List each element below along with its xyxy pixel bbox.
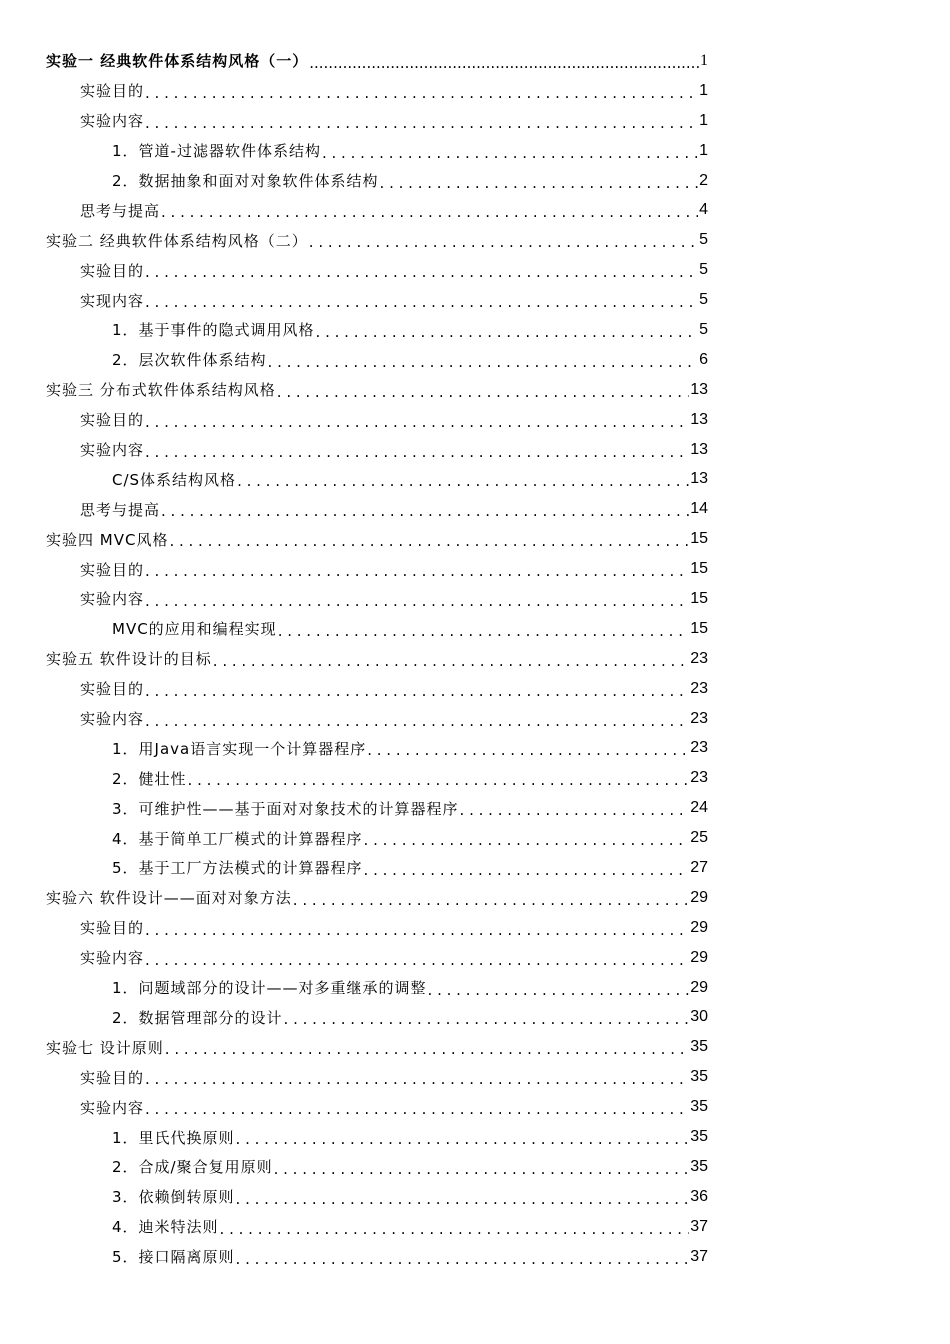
toc-page-number: 5 (699, 231, 708, 249)
toc-entry-title: C/S体系结构风格 (112, 470, 237, 489)
toc-entry[interactable] (112, 345, 708, 375)
toc-entry-title: 实验六 软件设计——面对对象方法 (46, 889, 292, 908)
toc-entry-title: 5．基于工厂方法模式的计算器程序 (112, 859, 363, 878)
toc-page-number: 1 (699, 111, 708, 129)
toc-dot-leader (161, 502, 689, 522)
toc-dot-leader (145, 293, 698, 313)
toc-dot-leader (293, 891, 689, 911)
toc-entry[interactable] (112, 973, 708, 1003)
toc-page-number: 37 (690, 1247, 708, 1265)
toc-entry[interactable] (112, 1152, 708, 1182)
toc-entry-title: 实验三 分布式软件体系结构风格 (46, 381, 276, 400)
toc-page-number: 4 (699, 201, 708, 219)
toc-entry[interactable] (46, 46, 708, 76)
toc-page-number: 5 (699, 261, 708, 279)
toc-dot-leader (169, 532, 689, 552)
toc-entry[interactable] (46, 375, 708, 405)
toc-entry-title: 1．用Java语言实现一个计算器程序 (112, 739, 367, 758)
toc-entry-title: 实验目的 (80, 560, 145, 579)
toc-dot-leader (316, 323, 699, 343)
toc-entry-title: 1．基于事件的隐式调用风格 (112, 321, 315, 340)
toc-entry-title: 4．迪米特法则 (112, 1218, 219, 1237)
toc-entry-title: 2．数据管理部分的设计 (112, 1008, 283, 1027)
toc-entry[interactable] (112, 1003, 708, 1033)
toc-entry[interactable] (80, 195, 708, 225)
toc-dot-leader (145, 951, 689, 971)
toc-entry-title: 实验一 经典软件体系结构风格（一） (46, 52, 309, 71)
toc-dot-leader (236, 1190, 690, 1210)
toc-page-number: 23 (690, 679, 708, 697)
toc-entry[interactable] (112, 1212, 708, 1242)
toc-entry[interactable] (46, 644, 708, 674)
toc-page-number: 1 (699, 81, 708, 99)
toc-dot-leader (145, 1100, 689, 1120)
toc-dot-leader (145, 84, 698, 104)
toc-dot-leader (145, 114, 698, 134)
toc-page-number: 23 (690, 739, 708, 757)
toc-dot-leader (364, 831, 690, 851)
toc-entry[interactable] (112, 1242, 708, 1272)
toc-entry[interactable] (112, 1182, 708, 1212)
toc-entry[interactable] (46, 1032, 708, 1062)
toc-entry-title: 实验内容 (80, 1098, 145, 1117)
toc-page-number: 15 (690, 530, 708, 548)
toc-entry[interactable] (112, 614, 708, 644)
toc-entry-title: 1．管道-过滤器软件体系结构 (112, 142, 321, 161)
toc-entry-title: 实验目的 (80, 919, 145, 938)
toc-dot-leader (165, 1040, 689, 1060)
toc-page-number: 13 (690, 440, 708, 458)
toc-dot-leader (277, 383, 689, 403)
toc-page-number: 27 (690, 858, 708, 876)
toc-dot-leader (145, 921, 689, 941)
toc-entry[interactable] (80, 285, 708, 315)
toc-page-number: 15 (690, 589, 708, 607)
toc-entry-title: 实现内容 (80, 291, 145, 310)
toc-entry[interactable] (46, 225, 708, 255)
toc-entry[interactable] (46, 883, 708, 913)
toc-entry[interactable] (112, 464, 708, 494)
toc-dot-leader (460, 801, 690, 821)
toc-entry-title: 实验内容 (80, 441, 145, 460)
toc-page-number: 30 (690, 1008, 708, 1026)
toc-dot-leader (236, 1250, 690, 1270)
toc-dot-leader (309, 54, 699, 74)
toc-dot-leader (322, 144, 698, 164)
toc-entry-title: 2．层次软件体系结构 (112, 351, 267, 370)
table-of-contents (0, 46, 950, 1272)
toc-dot-leader (145, 1070, 689, 1090)
toc-entry[interactable] (112, 823, 708, 853)
toc-entry[interactable] (80, 435, 708, 465)
toc-page-number: 23 (690, 649, 708, 667)
toc-entry-title: 实验内容 (80, 590, 145, 609)
toc-page-number: 35 (690, 1128, 708, 1145)
toc-entry[interactable] (80, 584, 708, 614)
toc-entry[interactable] (80, 106, 708, 136)
toc-dot-leader (161, 203, 698, 223)
toc-entry[interactable] (80, 674, 708, 704)
toc-entry[interactable] (46, 524, 708, 554)
toc-dot-leader (220, 1220, 690, 1240)
toc-dot-leader (268, 353, 699, 373)
toc-page-number: 29 (690, 888, 708, 906)
toc-entry[interactable] (112, 315, 708, 345)
toc-page-number: 1 (700, 51, 708, 69)
toc-page-number: 14 (690, 500, 708, 518)
toc-entry-title: 实验目的 (80, 680, 145, 699)
toc-entry-title: 实验四 MVC风格 (46, 530, 169, 549)
toc-page-number: 13 (690, 380, 708, 398)
toc-page-number: 13 (690, 470, 708, 488)
toc-entry-title: MVC的应用和编程实现 (112, 620, 277, 639)
toc-page-number: 24 (690, 799, 708, 817)
toc-dot-leader (278, 622, 690, 642)
toc-dot-leader (145, 592, 689, 612)
toc-entry-title: 4．基于简单工厂模式的计算器程序 (112, 829, 363, 848)
toc-entry[interactable] (80, 913, 708, 943)
toc-dot-leader (145, 712, 689, 732)
toc-page-number: 23 (690, 769, 708, 787)
toc-entry-title: 3．可维护性——基于面对对象技术的计算器程序 (112, 799, 459, 818)
toc-page-number: 13 (690, 410, 708, 428)
toc-entry-title: 1．问题域部分的设计——对多重继承的调整 (112, 979, 427, 998)
toc-dot-leader (274, 1160, 690, 1180)
toc-dot-leader (380, 174, 699, 194)
toc-entry[interactable] (80, 405, 708, 435)
toc-entry-title: 2．健壮性 (112, 769, 187, 788)
toc-entry[interactable] (112, 166, 708, 196)
toc-dot-leader (145, 562, 689, 582)
toc-entry[interactable] (112, 763, 708, 793)
toc-dot-leader (145, 263, 698, 283)
toc-entry[interactable] (112, 853, 708, 883)
toc-entry-title: 实验内容 (80, 112, 145, 131)
toc-entry-title: 实验内容 (80, 949, 145, 968)
toc-entry[interactable] (80, 943, 708, 973)
toc-dot-leader (364, 861, 690, 881)
toc-dot-leader (213, 652, 689, 672)
toc-dot-leader (145, 413, 689, 433)
toc-dot-leader (237, 472, 689, 492)
toc-dot-leader (428, 981, 690, 1001)
toc-dot-leader (145, 443, 689, 463)
toc-dot-leader (309, 233, 698, 253)
toc-page-number: 35 (690, 1157, 708, 1175)
toc-page-number: 5 (699, 291, 708, 309)
toc-entry[interactable] (80, 255, 708, 285)
toc-entry[interactable] (112, 733, 708, 763)
toc-page-number: 15 (690, 560, 708, 578)
toc-entry-title: 2．数据抽象和面对对象软件体系结构 (112, 172, 379, 190)
toc-entry-title: 实验二 经典软件体系结构风格（二） (46, 231, 308, 250)
toc-entry-title: 思考与提高 (80, 500, 161, 519)
toc-entry-title: 2．合成/聚合复用原则 (112, 1158, 273, 1177)
toc-page-number: 23 (690, 709, 708, 727)
toc-entry-title: 实验七 设计原则 (46, 1038, 164, 1057)
toc-page-number: 5 (699, 320, 708, 338)
toc-entry-title: 5．接口隔离原则 (112, 1248, 235, 1267)
toc-entry-title: 3．依赖倒转原则 (112, 1188, 235, 1207)
toc-page-number: 6 (699, 350, 708, 368)
toc-entry[interactable] (80, 1062, 708, 1092)
toc-page-number: 36 (690, 1187, 708, 1205)
toc-dot-leader (236, 1130, 690, 1150)
toc-page-number: 1 (699, 141, 708, 159)
toc-entry[interactable] (80, 1092, 708, 1122)
toc-entry-title: 实验五 软件设计的目标 (46, 650, 212, 669)
toc-page-number: 35 (690, 1098, 708, 1116)
toc-page-number: 35 (690, 1038, 708, 1056)
toc-entry-title: 实验内容 (80, 710, 145, 729)
toc-page-number: 15 (690, 619, 708, 637)
toc-entry-title: 实验目的 (80, 1068, 145, 1087)
toc-page-number: 2 (699, 171, 708, 189)
toc-entry[interactable] (112, 793, 708, 823)
toc-entry[interactable] (80, 76, 708, 106)
toc-dot-leader (284, 1010, 690, 1030)
toc-page-number: 29 (690, 948, 708, 966)
toc-page-number: 29 (690, 918, 708, 936)
toc-entry-title: 思考与提高 (80, 201, 161, 220)
toc-entry-title: 1．里氏代换原则 (112, 1128, 235, 1147)
toc-page-number: 37 (690, 1217, 708, 1235)
toc-entry[interactable] (80, 554, 708, 584)
toc-entry[interactable] (80, 704, 708, 734)
toc-entry[interactable] (112, 136, 708, 166)
toc-entry-title: 实验目的 (80, 261, 145, 280)
toc-entry[interactable] (112, 1122, 708, 1152)
toc-dot-leader (145, 682, 689, 702)
toc-page-number: 29 (690, 978, 708, 996)
toc-dot-leader (188, 771, 690, 791)
toc-entry[interactable] (80, 494, 708, 524)
toc-dot-leader (367, 741, 689, 761)
toc-page-number: 25 (690, 829, 708, 847)
toc-page-number: 35 (690, 1068, 708, 1086)
toc-entry-title: 实验目的 (80, 411, 145, 430)
toc-entry-title: 实验目的 (80, 82, 145, 101)
